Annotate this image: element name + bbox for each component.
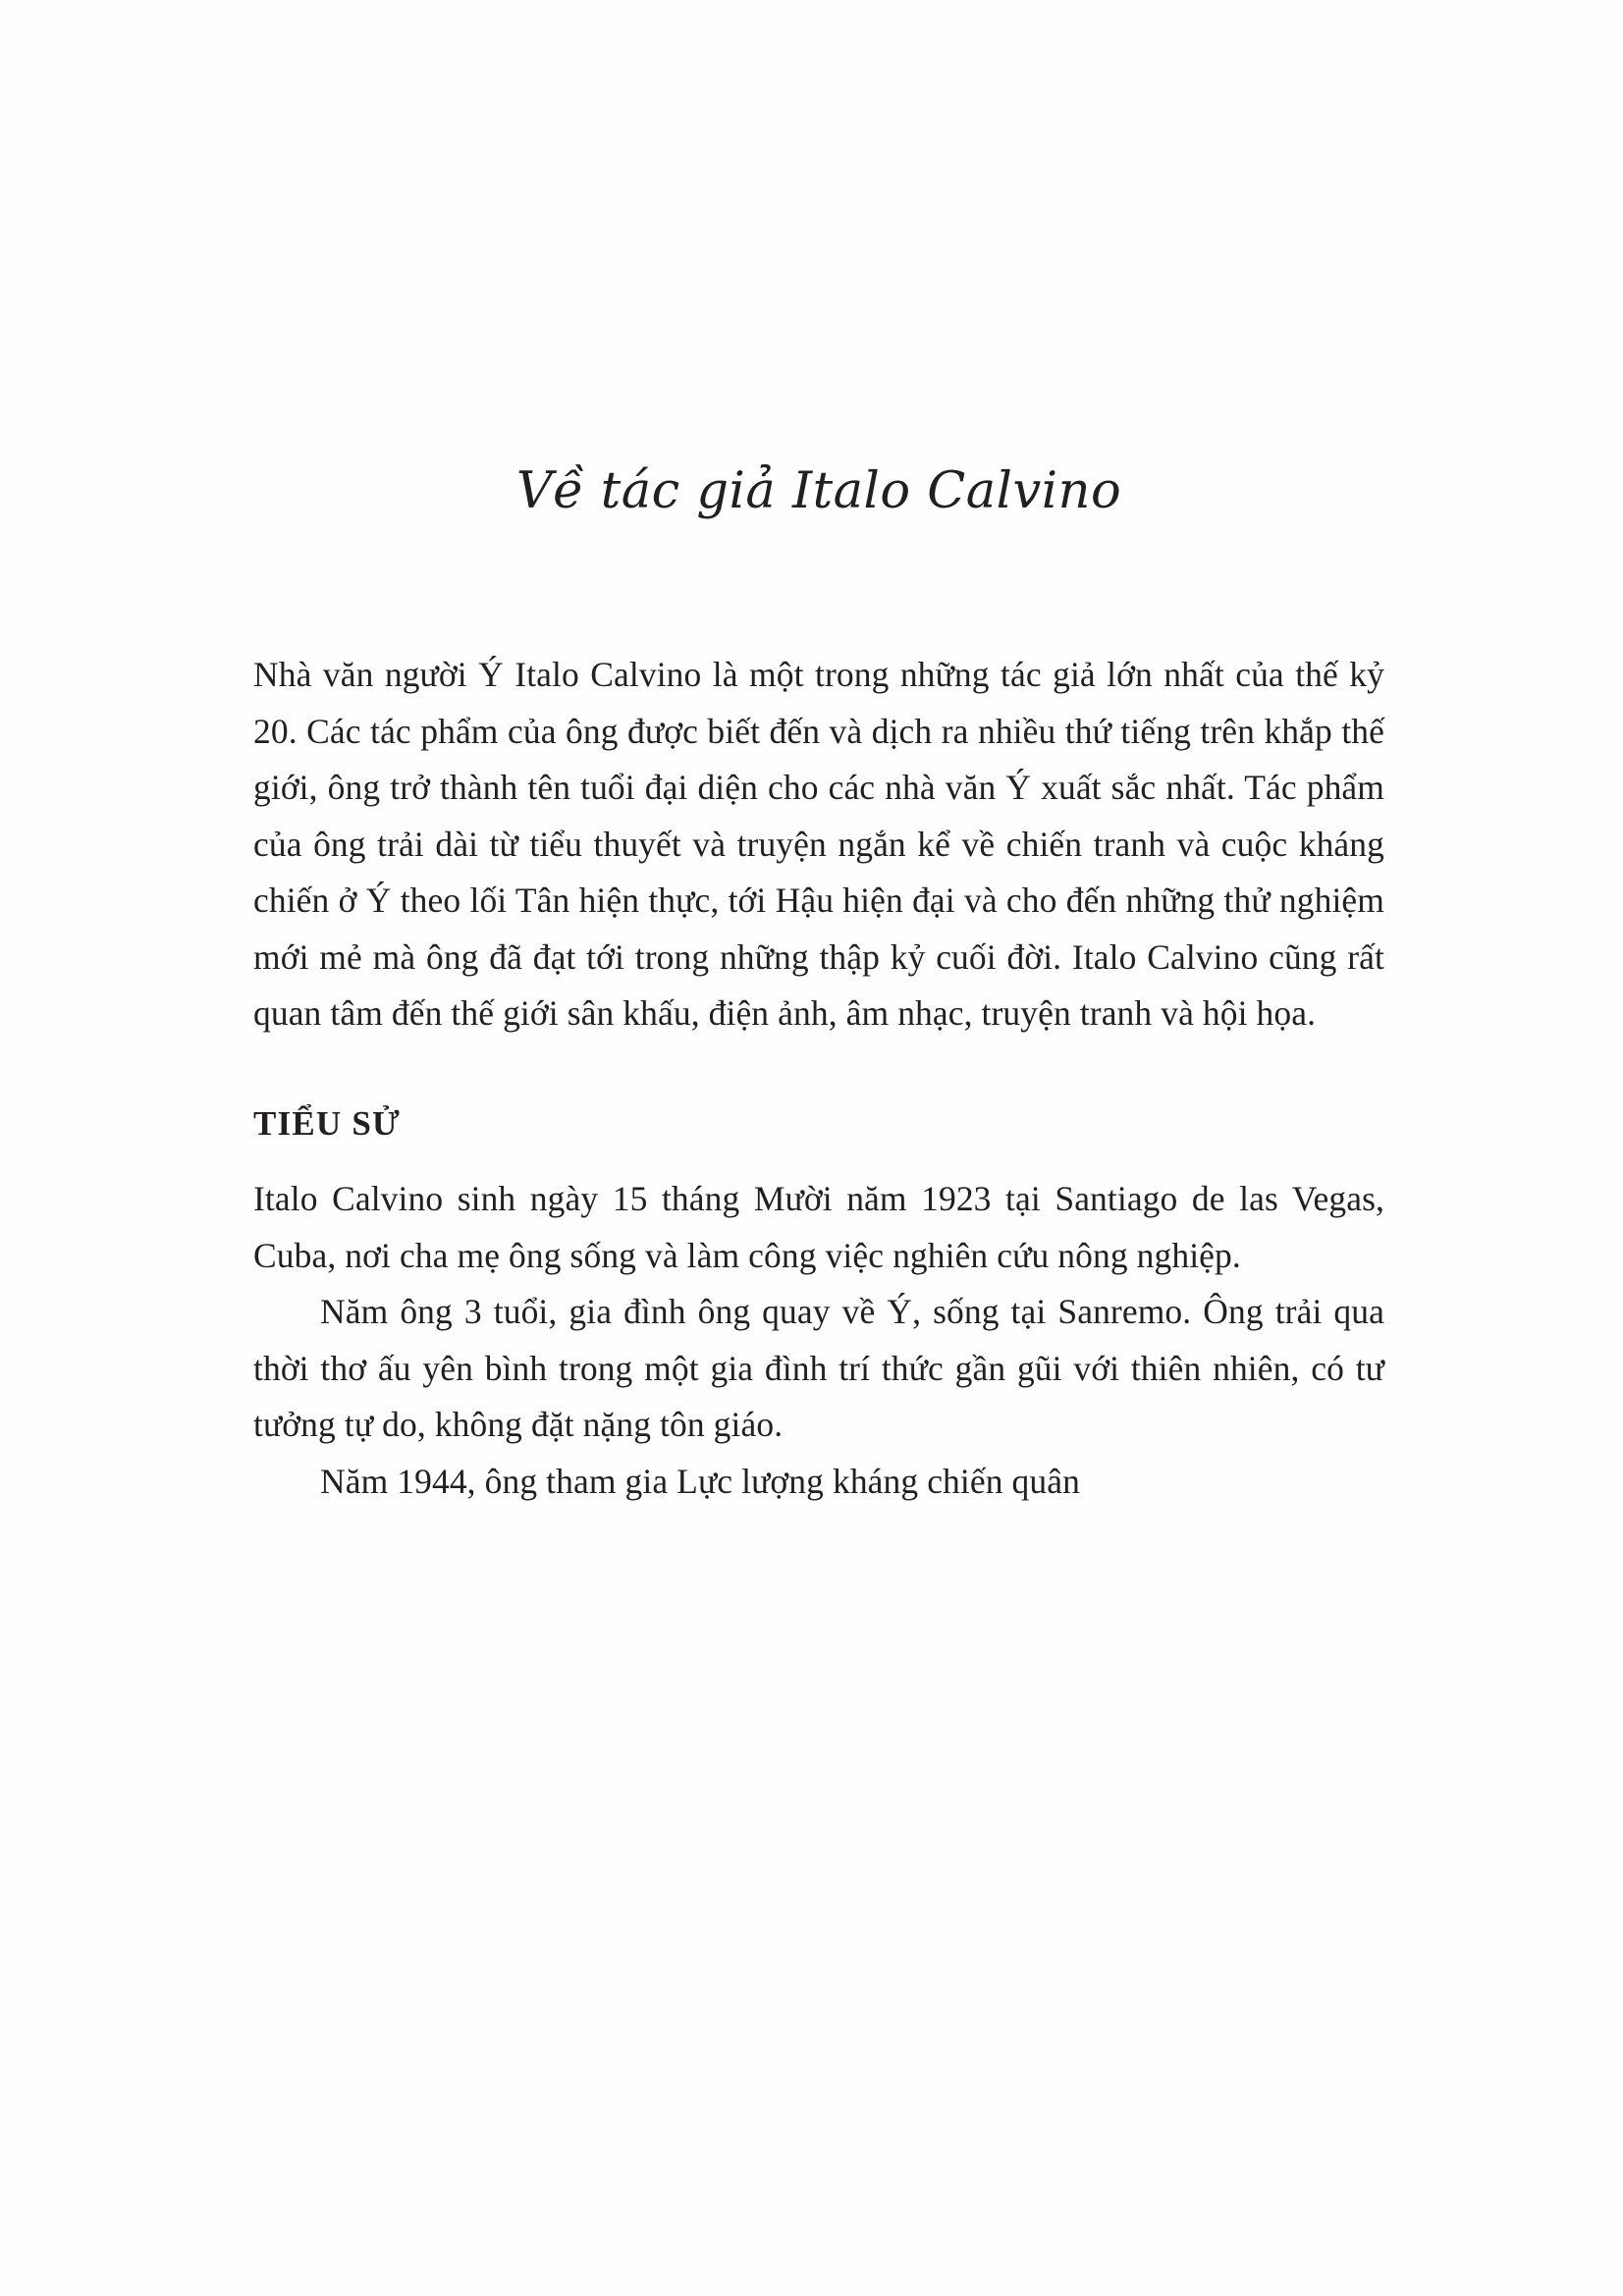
bio-paragraph-1: Italo Calvino sinh ngày 15 tháng Mười năm 1923 tại Santiago de las Vegas, Cuba, nơi cha mẹ ông sống và làm công việc nghiên cứu nông nghiệp.	[253, 1179, 1384, 1275]
page-title: Về tác giả Italo Calvino	[515, 462, 1122, 520]
page-content	[253, 461, 1384, 1510]
intro-paragraph: Nhà văn người Ý Italo Calvino là một trong những tác giả lớn nhất của thế kỷ 20. Các tác phẩm của ông được biết đến và dịch ra nhiều thứ tiếng trên khắp thế giới, ông trở thành tên tuổi đại diện cho các nhà văn Ý xuất sắc nhất. Tác phẩm của ông trải dài từ tiểu thuyết và truyện ngắn kể về chiến tranh và cuộc kháng chiến ở Ý theo lối Tân hiện thực, tới Hậu hiện đại và cho đến những thử nghiệm mới mẻ mà ông đã đạt tới trong những thập kỷ cuối đời. Italo Calvino cũng rất quan tâm đến thế giới sân khấu, điện ảnh, âm nhạc, truyện tranh và hội họa.	[253, 655, 1384, 1034]
bio-paragraph-2: Năm ông 3 tuổi, gia đình ông quay về Ý, sống tại Sanremo. Ông trải qua thời thơ ấu yên bình trong một gia đình trí thức gần gũi với thiên nhiên, có tư tưởng tự do, không đặt nặng tôn giáo.	[253, 1292, 1384, 1445]
bio-paragraph-3: Năm 1944, ông tham gia Lực lượng kháng chiến quân	[320, 1461, 1080, 1501]
section-heading-bio: TIỂU SỬ	[253, 1103, 402, 1143]
